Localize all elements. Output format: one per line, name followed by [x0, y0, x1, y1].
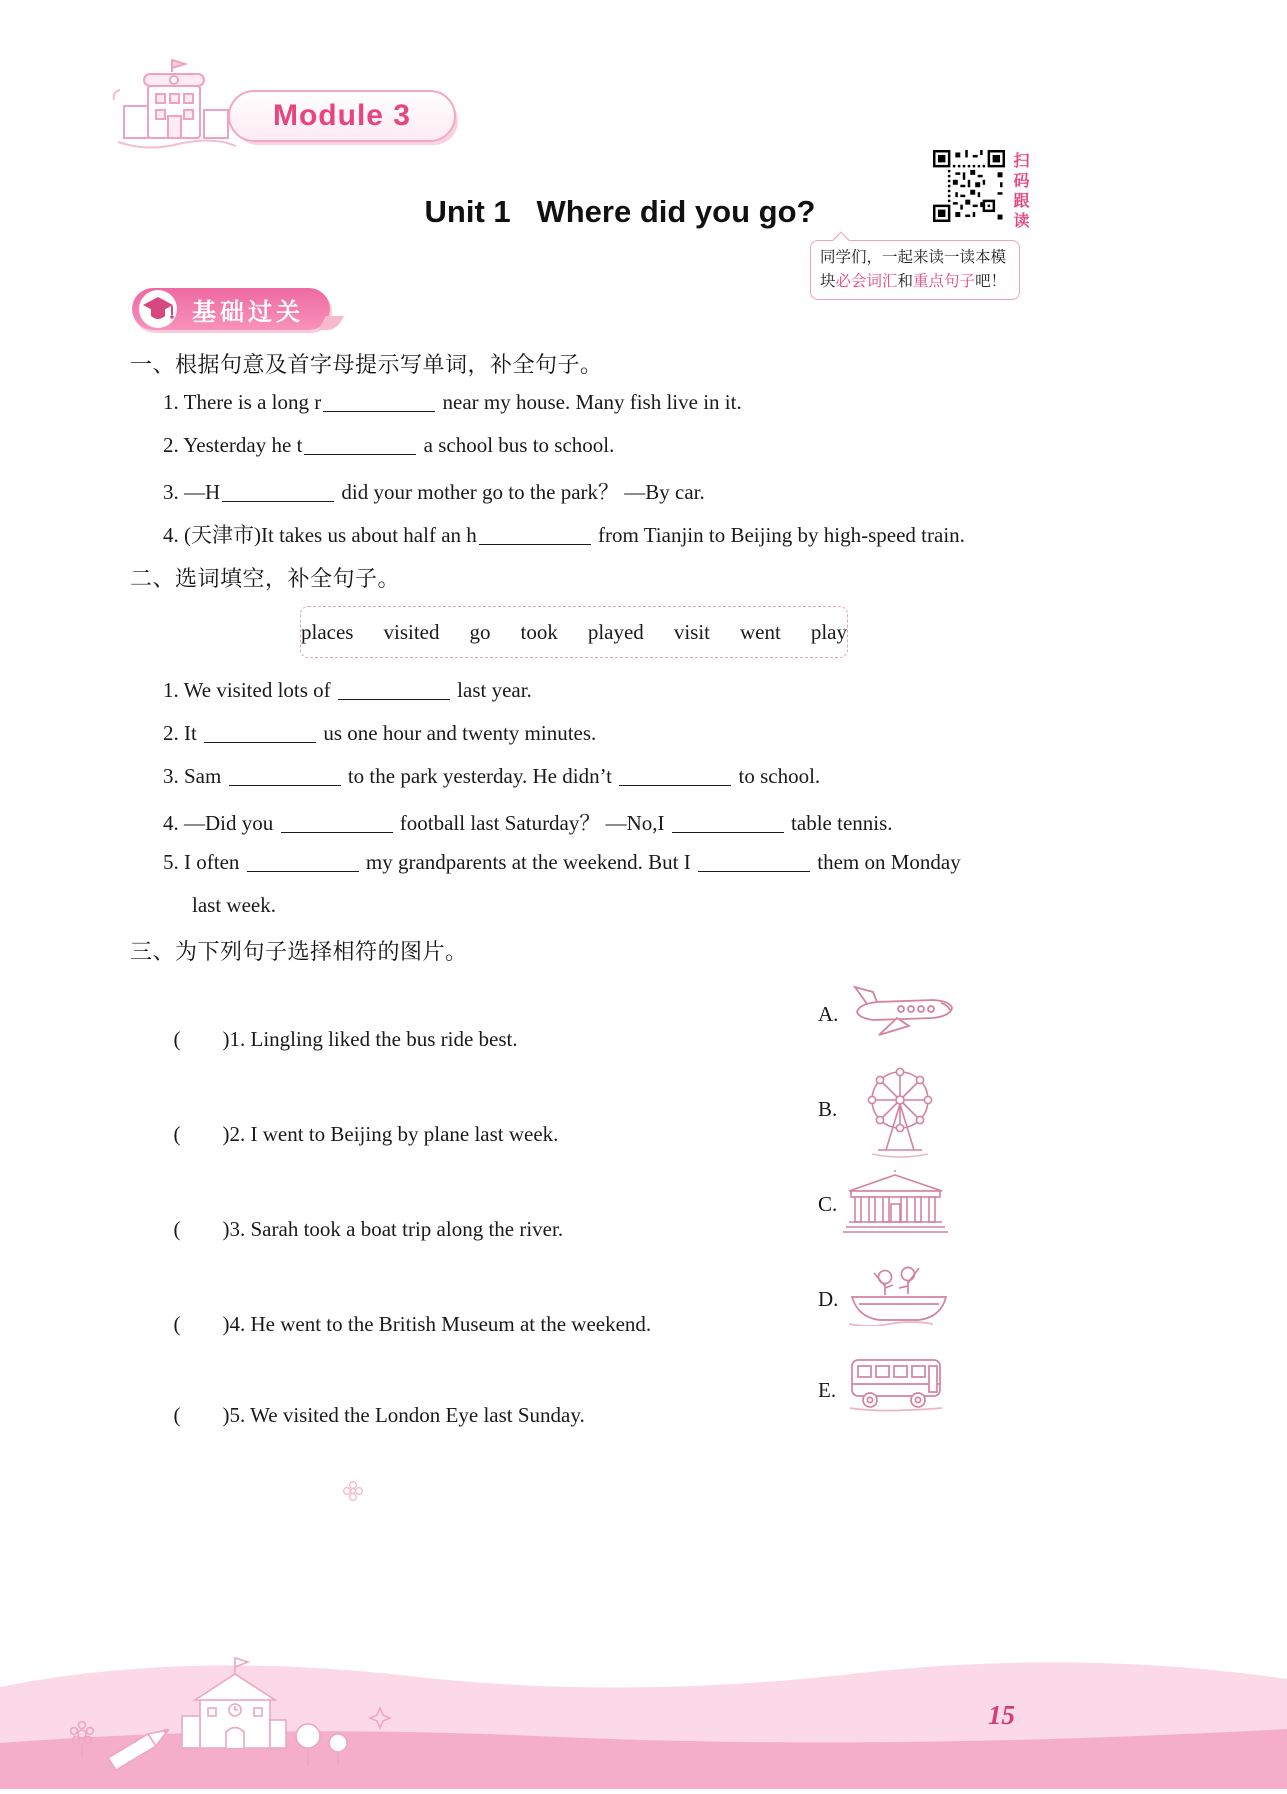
item-number: 4. [229, 1312, 246, 1336]
airplane-illustration [845, 980, 957, 1045]
text-segment: did your mother go to the park？ —By car. [336, 480, 705, 504]
school-building-icon [108, 50, 243, 155]
fill-in-sentence [163, 433, 614, 458]
text-segment: to the park yesterday. He didn’t [342, 764, 618, 788]
section-badge-label: 基础过关 [192, 298, 304, 326]
answer-blank[interactable] [281, 819, 393, 833]
match-sentence: He went to the British Museum at the weekend. [245, 1312, 652, 1336]
answer-blank[interactable] [247, 858, 359, 872]
text-segment: 1. There is a long r [163, 390, 322, 414]
bus-illustration [846, 1352, 946, 1419]
answer-blank[interactable] [698, 858, 810, 872]
pencil-doodle [108, 1729, 168, 1770]
answer-blank[interactable] [619, 772, 731, 786]
text-segment: from Tianjin to Beijing by high-speed train. [592, 523, 965, 547]
text-segment: 和 [897, 273, 914, 291]
answer-blank[interactable] [204, 729, 316, 743]
answer-blank[interactable] [672, 819, 784, 833]
ferris-wheel-illustration [858, 1062, 942, 1163]
text-segment: 5. I often [163, 850, 245, 874]
item-number: 1. [229, 1027, 246, 1051]
word-bank-item: visited [383, 619, 440, 644]
fill-in-sentence [163, 678, 532, 703]
answer-bracket[interactable]: ( ) [173, 1403, 230, 1427]
text-segment: 2. Yesterday he t [163, 433, 303, 457]
answer-bracket[interactable]: ( ) [173, 1122, 230, 1146]
answer-bracket[interactable]: ( ) [173, 1312, 230, 1336]
word-bank-item: go [469, 619, 491, 644]
graduation-cap-icon [138, 289, 178, 329]
fill-in-sentence [163, 519, 965, 549]
fill-in-sentence [163, 764, 820, 789]
module-banner-label: Module 3 [272, 99, 411, 132]
item-number: 2. [229, 1122, 246, 1146]
match-sentence: I went to Beijing by plane last week. [245, 1122, 559, 1146]
word-bank-item: places [301, 619, 354, 644]
section3-heading: 三、为下列句子选择相符的图片。 [130, 939, 468, 964]
text-segment: to school. [733, 764, 821, 788]
text-segment: 4. (天津市)It takes us about half an h [163, 523, 477, 547]
module-banner [228, 90, 456, 142]
section2-heading: 二、选词填空，补全句子。 [130, 566, 401, 591]
item-number: 5. [229, 1403, 246, 1427]
boat-illustration [845, 1260, 953, 1331]
section1-heading: 一、根据句意及首字母提示写单词，补全句子。 [130, 352, 603, 377]
text-segment: us one hour and twenty minutes. [318, 721, 597, 745]
fill-in-sentence-continuation [192, 893, 276, 918]
text-segment: 3. —H [163, 480, 221, 504]
match-sentence: Lingling liked the bus ride best. [245, 1027, 518, 1051]
match-sentence: We visited the London Eye last Sunday. [245, 1403, 585, 1427]
text-segment: last week. [192, 893, 276, 917]
option-letter: E. [818, 1378, 837, 1402]
sparkle-doodle [370, 1708, 390, 1728]
match-item [163, 1002, 518, 1052]
item-number: 3. [229, 1217, 246, 1241]
match-item [163, 1192, 563, 1242]
answer-blank[interactable] [222, 488, 334, 502]
option-letter: C. [818, 1192, 838, 1216]
text-segment: my grandparents at the weekend. But I [360, 850, 696, 874]
fill-in-sentence [163, 807, 893, 837]
fill-in-sentence [163, 850, 961, 875]
flower-doodle [71, 1722, 94, 1758]
word-bank [300, 606, 848, 658]
text-segment: football last Saturday？ —No,I [394, 811, 670, 835]
match-item [163, 1287, 651, 1337]
option-letter: A. [818, 1002, 839, 1026]
word-bank-item: played [587, 619, 644, 644]
match-sentence: Sarah took a boat trip along the river. [245, 1217, 564, 1241]
word-bank-item: took [520, 619, 558, 644]
answer-blank[interactable] [304, 441, 416, 455]
fill-in-sentence [163, 476, 705, 506]
text-segment: 重点句子 [913, 273, 976, 291]
text-segment: table tennis. [785, 811, 893, 835]
text-segment: 必会词汇 [835, 273, 898, 291]
match-item [163, 1378, 585, 1428]
fill-in-sentence [163, 721, 596, 746]
word-bank-item: play [810, 619, 847, 644]
unit-title: Unit 1 Where did you go? [424, 194, 816, 229]
text-segment: 4. —Did you [163, 811, 279, 835]
text-segment: them on Monday [811, 850, 961, 874]
answer-bracket[interactable]: ( ) [173, 1027, 230, 1051]
option-letter: B. [818, 1097, 838, 1121]
page-number: 15 [988, 1700, 1015, 1730]
option-letter: D. [818, 1287, 839, 1311]
text-segment: a school bus to school. [418, 433, 615, 457]
footer-doodles [50, 1638, 480, 1778]
school-doodle [182, 1658, 286, 1748]
answer-blank[interactable] [479, 531, 591, 545]
text-segment: near my house. Many fish live in it. [437, 390, 742, 414]
answer-blank[interactable] [229, 772, 341, 786]
tree-doodle [296, 1724, 347, 1766]
text-segment: 3. Sam [163, 764, 227, 788]
answer-blank[interactable] [323, 398, 435, 412]
word-bank-item: went [740, 619, 781, 644]
qr-code [933, 150, 1005, 222]
text-segment: 1. We visited lots of [163, 678, 336, 702]
text-segment: 2. It [163, 721, 203, 745]
text-segment: last year. [451, 678, 532, 702]
answer-bracket[interactable]: ( ) [173, 1217, 230, 1241]
museum-illustration [842, 1170, 950, 1239]
text-segment: 同学们，一起来读一读本模块 [820, 249, 1007, 291]
speech-bubble [810, 240, 1020, 300]
qr-caption: 扫码跟读 [1011, 152, 1028, 232]
section-badge [132, 288, 330, 330]
text-segment: 吧！ [975, 273, 1007, 291]
small-flower-icon [340, 1478, 366, 1504]
word-bank-item: visit [673, 619, 710, 644]
answer-blank[interactable] [338, 686, 450, 700]
fill-in-sentence [163, 390, 742, 415]
match-item [163, 1097, 558, 1147]
